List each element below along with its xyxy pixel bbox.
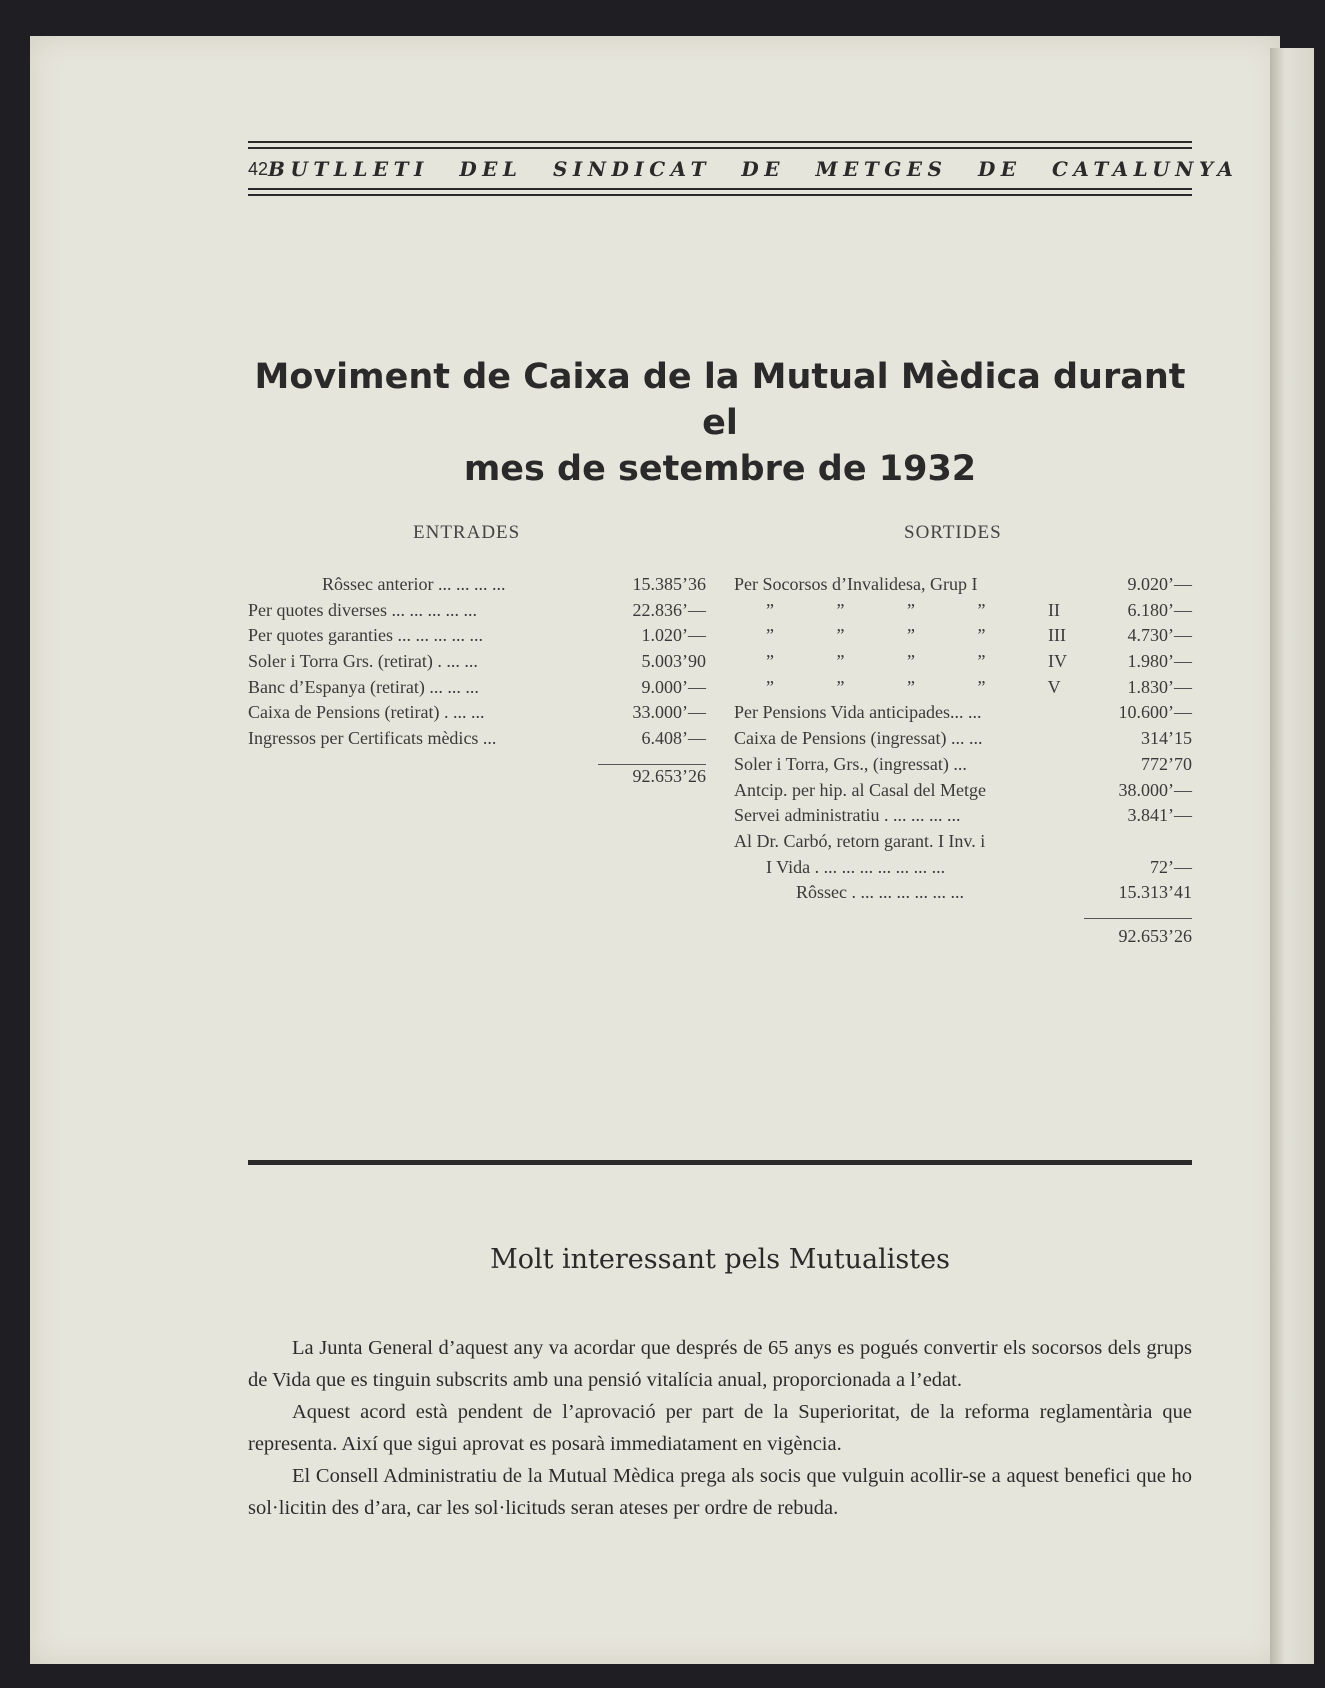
row-label: Per Socorsos d’Invalidesa, Grup I bbox=[734, 574, 978, 594]
table-row bbox=[734, 572, 1192, 598]
row-label: ” ” ” ” III bbox=[766, 625, 1066, 646]
table-row bbox=[734, 623, 1192, 649]
row-value: 10.600’— bbox=[1118, 702, 1192, 723]
table-row bbox=[248, 675, 706, 701]
entrades-heading: ENTRADES bbox=[413, 522, 521, 543]
table-row bbox=[248, 598, 706, 624]
row-label: Rôssec anterior ... ... ... ... bbox=[322, 574, 506, 594]
table-row bbox=[734, 855, 1192, 881]
title-line-2: mes de setembre de 1932 bbox=[463, 449, 977, 489]
row-label: Rôssec . ... ... ... ... ... ... bbox=[796, 882, 964, 903]
sortides-table bbox=[734, 572, 1192, 950]
row-value: 15.313’41 bbox=[1118, 882, 1192, 903]
journal-title: BUTLLETI DEL SINDICAT DE METGES DE CATALUNYA bbox=[268, 157, 1239, 181]
total-row bbox=[734, 924, 1192, 950]
row-label: ” ” ” ” II bbox=[766, 599, 1060, 620]
header-rule-top bbox=[248, 141, 1192, 149]
page-title bbox=[248, 354, 1192, 492]
article-body bbox=[248, 1332, 1192, 1524]
header-rule-bottom bbox=[248, 188, 1192, 196]
row-label: Banc d’Espanya (retirat) ... ... ... bbox=[248, 676, 479, 697]
row-label: Per quotes garanties ... ... ... ... ... bbox=[248, 625, 483, 646]
row-value: 9.000’— bbox=[641, 676, 706, 697]
row-value: 772’70 bbox=[1141, 753, 1192, 774]
table-row bbox=[248, 726, 706, 752]
table-row bbox=[248, 649, 706, 675]
row-label: Caixa de Pensions (retirat) . ... ... bbox=[248, 702, 485, 723]
entrades-total: 92.653’26 bbox=[632, 765, 706, 786]
total-row bbox=[248, 764, 706, 790]
row-value: 4.730’— bbox=[1127, 625, 1192, 646]
sortides-heading: SORTIDES bbox=[904, 522, 1002, 543]
title-line-1: Moviment de Caixa de la Mutual Mèdica durant el bbox=[254, 357, 1186, 443]
page bbox=[30, 36, 1280, 1664]
table-row bbox=[248, 572, 706, 598]
table-row bbox=[734, 803, 1192, 829]
table-row bbox=[734, 598, 1192, 624]
book-spine bbox=[1270, 48, 1314, 1664]
article-title: Molt interessant pels Mutualistes bbox=[490, 1244, 950, 1275]
table-row bbox=[734, 726, 1192, 752]
table-row bbox=[734, 649, 1192, 675]
running-header bbox=[248, 154, 1239, 184]
table-row bbox=[734, 829, 1192, 855]
row-label: Antcip. per hip. al Casal del Metge bbox=[734, 779, 986, 800]
row-value: 3.841’— bbox=[1127, 805, 1192, 826]
sortides-total: 92.653’26 bbox=[1118, 925, 1192, 946]
section-divider bbox=[248, 1160, 1192, 1165]
row-value: 1.020’— bbox=[641, 625, 706, 646]
row-value: 1.830’— bbox=[1127, 676, 1192, 697]
row-value: 6.408’— bbox=[641, 728, 706, 749]
table-row bbox=[248, 623, 706, 649]
row-label: Soler i Torra Grs. (retirat) . ... ... bbox=[248, 651, 478, 672]
row-label: Ingressos per Certificats mèdics ... bbox=[248, 728, 497, 749]
row-value: 72’— bbox=[1150, 856, 1192, 877]
table-row bbox=[734, 752, 1192, 778]
row-value: 38.000’— bbox=[1118, 779, 1192, 800]
table-row bbox=[734, 675, 1192, 701]
row-label: I Vida . ... ... ... ... ... ... ... bbox=[766, 856, 946, 877]
row-value: 1.980’— bbox=[1127, 651, 1192, 672]
row-label: Al Dr. Carbó, retorn garant. I Inv. i bbox=[734, 830, 986, 851]
row-value: 5.003’90 bbox=[641, 651, 706, 672]
row-label: Per quotes diverses ... ... ... ... ... bbox=[248, 599, 477, 620]
row-value: 22.836’— bbox=[632, 599, 706, 620]
row-value: 314’15 bbox=[1141, 728, 1192, 749]
row-value: 15.385’36 bbox=[632, 574, 706, 594]
row-label: Per Pensions Vida anticipades... ... bbox=[734, 702, 982, 723]
page-number: 42 bbox=[248, 158, 269, 179]
row-value: 6.180’— bbox=[1127, 599, 1192, 620]
row-value: 33.000’— bbox=[632, 702, 706, 723]
paragraph: El Consell Administratiu de la Mutual Mèdica prega als socis que vulguin acollir-se a aquest benefici que ho sol·licitin des d’ara, car les sol·licituds seran ateses per ordre de rebuda. bbox=[248, 1465, 1192, 1519]
table-row bbox=[734, 880, 1192, 906]
row-label: Soler i Torra, Grs., (ingressat) ... bbox=[734, 753, 967, 774]
row-label: ” ” ” ” V bbox=[766, 676, 1061, 697]
sortides-sum-rule bbox=[1084, 918, 1192, 919]
row-label: ” ” ” ” IV bbox=[766, 651, 1067, 672]
table-row bbox=[734, 700, 1192, 726]
row-label: Servei administratiu . ... ... ... ... bbox=[734, 805, 961, 826]
paragraph: Aquest acord està pendent de l’aprovació per part de la Superioritat, de la reforma reglamentària que representa. Així que sigui aprovat es posarà immediatament en vigència. bbox=[248, 1401, 1192, 1455]
paragraph: La Junta General d’aquest any va acordar que després de 65 anys es pogués convertir els socorsos dels grups de Vida que es tinguin subscrits amb una pensió vitalícia anual, proporcionada a l’edat. bbox=[248, 1337, 1192, 1391]
table-row bbox=[734, 778, 1192, 804]
entrades-table bbox=[248, 572, 706, 790]
row-value: 9.020’— bbox=[1127, 574, 1192, 594]
row-label: Caixa de Pensions (ingressat) ... ... bbox=[734, 728, 983, 749]
page-content bbox=[248, 36, 1239, 1664]
table-row bbox=[248, 700, 706, 726]
